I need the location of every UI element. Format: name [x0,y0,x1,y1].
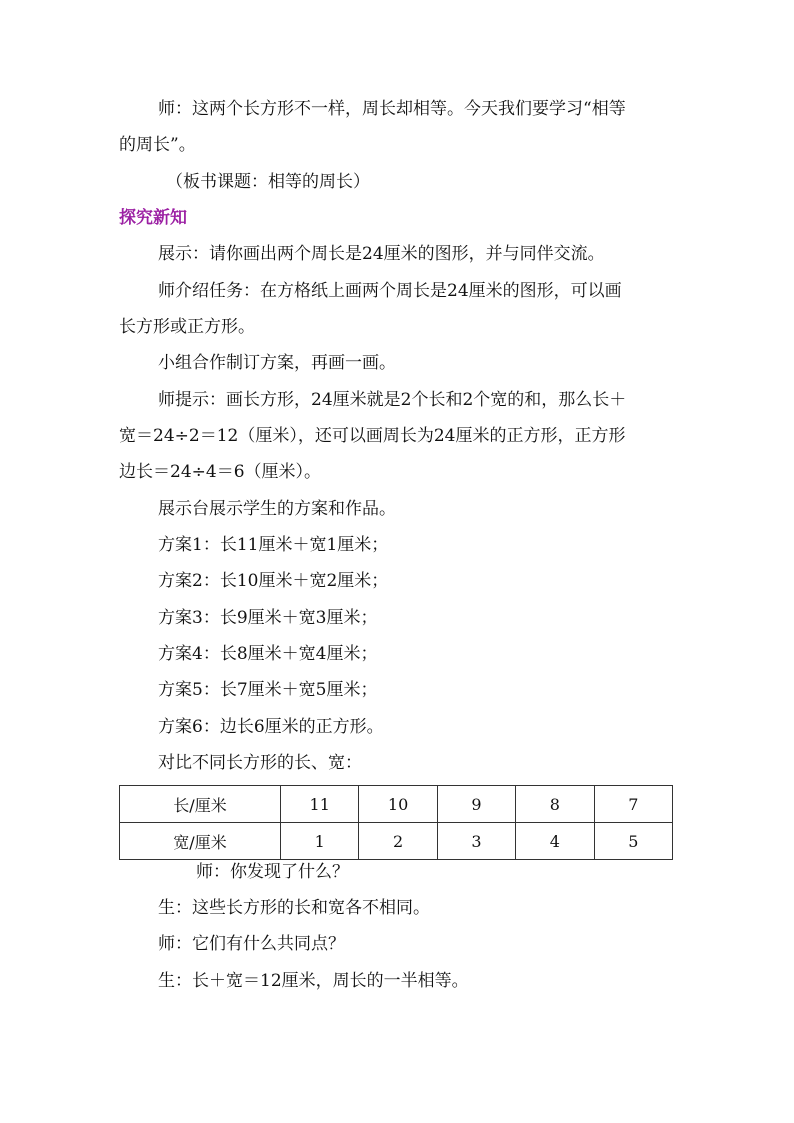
table-cell: 5 [594,823,672,860]
body-line: 展示台展示学生的方案和作品。 [158,499,396,519]
paragraph-line: （板书课题：相等的周长） [166,172,370,192]
table-row-header: 长/厘米 [120,786,281,823]
dialogue-line: 师：它们有什么共同点？ [158,934,345,954]
comparison-table [119,785,673,860]
table-cell: 3 [437,823,515,860]
table-cell: 8 [516,786,594,823]
body-line: 对比不同长方形的长、宽： [158,753,362,773]
table-cell: 1 [281,823,359,860]
dialogue-line: 生：这些长方形的长和宽各不相同。 [158,898,430,918]
dialogue-line: 师：你发现了什么？ [196,862,349,882]
table-cell: 4 [516,823,594,860]
dialogue-line: 生：长＋宽＝12厘米，周长的一半相等。 [158,971,469,991]
plan-line: 方案5：长7厘米＋宽5厘米； [158,680,378,700]
plan-line: 方案6：边长6厘米的正方形。 [158,717,384,737]
table-cell: 9 [437,786,515,823]
paragraph-line: 师：这两个长方形不一样，周长却相等。今天我们要学习“相等 [158,99,626,119]
body-line: 长方形或正方形。 [119,317,255,337]
body-line: 师介绍任务：在方格纸上画两个周长是24厘米的图形，可以画 [158,281,622,301]
table-cell: 7 [594,786,672,823]
plan-line: 方案2：长10厘米＋宽2厘米； [158,571,389,591]
plan-line: 方案1：长11厘米＋宽1厘米； [158,535,389,555]
plan-line: 方案4：长8厘米＋宽4厘米； [158,644,378,664]
body-line: 展示：请你画出两个周长是24厘米的图形，并与同伴交流。 [158,244,605,264]
table-cell: 10 [359,786,437,823]
paragraph-line: 的周长”。 [119,135,196,155]
section-heading: 探究新知 [119,208,187,228]
body-line: 小组合作制订方案，再画一画。 [158,353,396,373]
table-row [120,786,673,823]
body-line: 边长＝24÷4＝6（厘米）。 [119,462,322,482]
body-line: 师提示：画长方形，24厘米就是2个长和2个宽的和，那么长＋ [158,390,627,410]
table-row [120,823,673,860]
table-cell: 11 [281,786,359,823]
table-row-header: 宽/厘米 [120,823,281,860]
plan-line: 方案3：长9厘米＋宽3厘米； [158,608,378,628]
body-line: 宽＝24÷2＝12（厘米），还可以画周长为24厘米的正方形，正方形 [119,426,626,446]
table-cell: 2 [359,823,437,860]
